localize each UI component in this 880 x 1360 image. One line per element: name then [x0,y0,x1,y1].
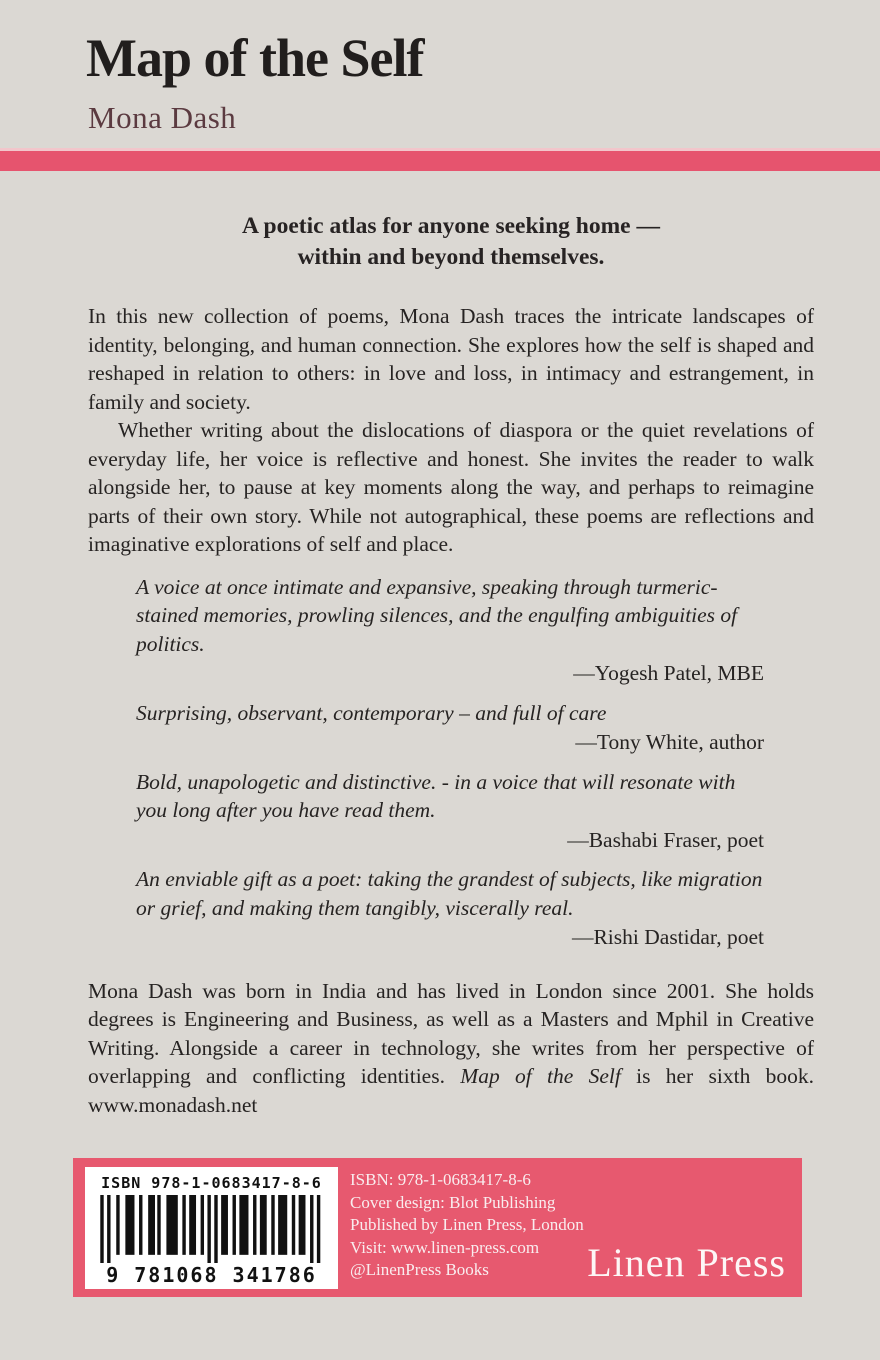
bio-text: is her sixth book. www.monadash.net [88,1064,815,1117]
back-cover-content [88,211,814,1119]
synopsis-paragraph-2: Whether writing about the dislocations of diaspora or the quiet revelations of everyday life, her voice is reflective and honest. She invites the reader to walk alongside her, to pause at key moments along the way, and perhaps to reimagine parts of their own story. While not autographical, these poems are reflections and imaginative explorations of self and place. [88,418,814,556]
synopsis-paragraph-1: In this new collection of poems, Mona Dash traces the intricate landscapes of identity, belonging, and human connection. She explores how the self is shaped and reshaped in relation to others: in love and loss, in intimacy and estrangement, in family and society. [88,304,814,414]
quote-attribution: —Rishi Dastidar, poet [571,925,764,949]
barcode-icon [98,1195,326,1263]
quote-attribution: —Tony White, author [575,730,764,754]
colophon-website: Visit: www.linen-press.com [350,1237,540,1257]
tagline [88,211,814,273]
colophon-publisher: Published by Linen Press, London [350,1215,584,1235]
bio-text: Mona Dash was born in India and has lived in London since 2001. She holds degrees is Engineering and Business, as well as a Masters and Mphil in Creative Writing. Alongside a career in technology, she writes from her perspective of overlapping and conflicting identities. [88,978,814,1088]
tagline-line-2: within and beyond themselves. [297,244,605,270]
barcode-panel [85,1167,338,1289]
publisher-logo: Linen Press [587,1240,786,1285]
book-author: Mona Dash [88,100,237,135]
book-title: Map of the Self [86,28,424,88]
tagline-line-1: A poetic atlas for anyone seeking home — [242,213,660,239]
barcode-digits: 9 781068 341786 [106,1263,317,1287]
quote-tony-white [136,699,764,757]
colophon [350,1169,584,1282]
author-bio [88,977,814,1120]
quote-text: An enviable gift as a poet: taking the grandest of subjects, like migration or grief, and making them tangibly, viscerally real. [136,867,763,920]
quote-attribution: —Bashabi Fraser, poet [567,827,764,852]
quote-yogesh-patel [136,573,764,688]
publisher-box [73,1158,802,1297]
quote-text: Surprising, observant, contemporary – and full of care [136,700,607,725]
accent-stripe [0,148,880,171]
quote-text: A voice at once intimate and expansive, speaking through turmeric-stained memories, prowling silences, and the engulfing ambiguities of politics. [136,574,738,656]
colophon-cover-design: Cover design: Blot Publishing [350,1192,556,1212]
colophon-social-handle: @LinenPress Books [350,1260,489,1280]
quote-rishi-dastidar [136,865,764,952]
endorsement-quotes [136,573,764,952]
barcode-isbn-label: ISBN 978-1-0683417-8-6 [101,1174,322,1192]
quote-bashabi-fraser [136,768,764,855]
quote-text: Bold, unapologetic and distinctive. - in a voice that will resonate with you long after you have read them. [136,769,736,822]
colophon-isbn: ISBN: 978-1-0683417-8-6 [350,1170,531,1189]
bio-book-title-italic: Map of the Self [460,1064,621,1088]
quote-attribution: —Yogesh Patel, MBE [573,661,764,685]
